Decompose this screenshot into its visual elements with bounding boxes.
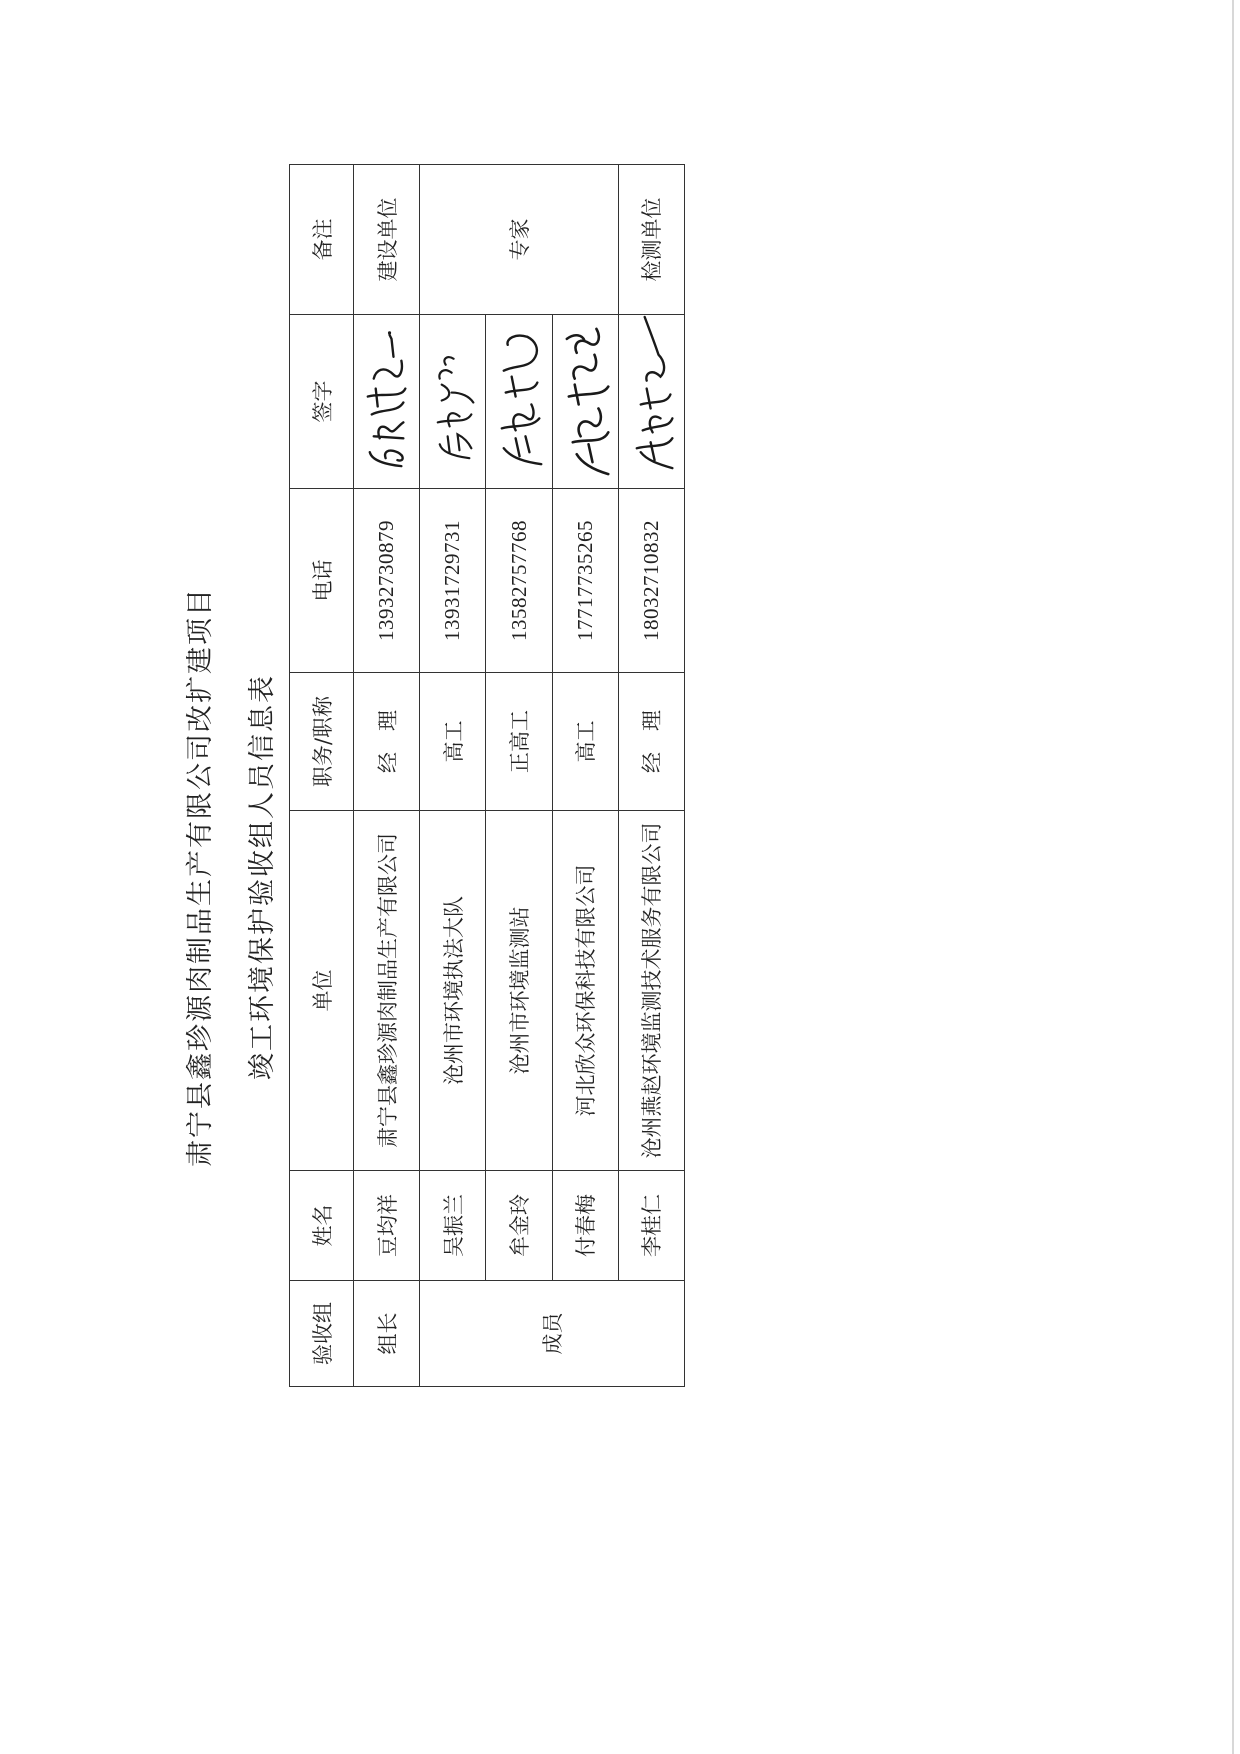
signature-text [486, 315, 551, 488]
position-cell: 高工 [552, 673, 618, 811]
signature-cell [486, 315, 552, 489]
header-unit: 单位 [290, 811, 354, 1171]
group-member-cell: 成员 [420, 1281, 685, 1387]
signature-text [553, 315, 618, 488]
name-cell: 牟金玲 [486, 1171, 552, 1281]
unit-cell: 沧州市环境执法大队 [420, 811, 486, 1171]
phone-cell: 13931729731 [420, 489, 486, 673]
unit-cell: 沧州市环境监测站 [486, 811, 552, 1171]
header-phone: 电话 [290, 489, 354, 673]
signature-cell [420, 315, 486, 489]
table-row [420, 165, 486, 1387]
table-row [618, 165, 684, 1387]
group-leader-cell: 组长 [354, 1281, 420, 1387]
header-remark: 备注 [290, 165, 354, 315]
header-name: 姓名 [290, 1171, 354, 1281]
phone-cell: 13582757768 [486, 489, 552, 673]
name-cell: 豆均祥 [354, 1171, 420, 1281]
table-row [552, 165, 618, 1387]
remark-cell: 建设单位 [354, 165, 420, 315]
header-signature: 签字 [290, 315, 354, 489]
unit-cell: 河北欣众环保科技有限公司 [552, 811, 618, 1171]
position-cell: 高工 [420, 673, 486, 811]
header-row [290, 165, 354, 1387]
document-subtitle: 竣工环境保护验收组人员信息表 [247, 674, 278, 1080]
remark-expert-cell: 专家 [420, 165, 618, 315]
acceptance-team-table [289, 164, 685, 1387]
document-title: 肃宁县鑫珍源肉制品生产有限公司改扩建项目 [185, 587, 216, 1167]
unit-cell: 沧州燕赵环境监测技术服务有限公司 [618, 811, 684, 1171]
position-cell: 经 理 [618, 673, 684, 811]
signature-text [619, 315, 684, 488]
phone-cell: 18032710832 [618, 489, 684, 673]
signature-text [420, 315, 485, 488]
position-cell: 正高工 [486, 673, 552, 811]
table-row [354, 165, 420, 1387]
name-cell: 吴振兰 [420, 1171, 486, 1281]
phone-cell: 17717735265 [552, 489, 618, 673]
name-cell: 李桂仁 [618, 1171, 684, 1281]
unit-cell: 肃宁县鑫珍源肉制品生产有限公司 [354, 811, 420, 1171]
signature-cell [552, 315, 618, 489]
header-position: 职务/职称 [290, 673, 354, 811]
phone-cell: 13932730879 [354, 489, 420, 673]
signature-cell [354, 315, 420, 489]
table-row [486, 165, 552, 1387]
signature-cell [618, 315, 684, 489]
name-cell: 付春梅 [552, 1171, 618, 1281]
header-group: 验收组 [290, 1281, 354, 1387]
signature-text [354, 315, 419, 488]
position-cell: 经 理 [354, 673, 420, 811]
remark-cell: 检测单位 [618, 165, 684, 315]
